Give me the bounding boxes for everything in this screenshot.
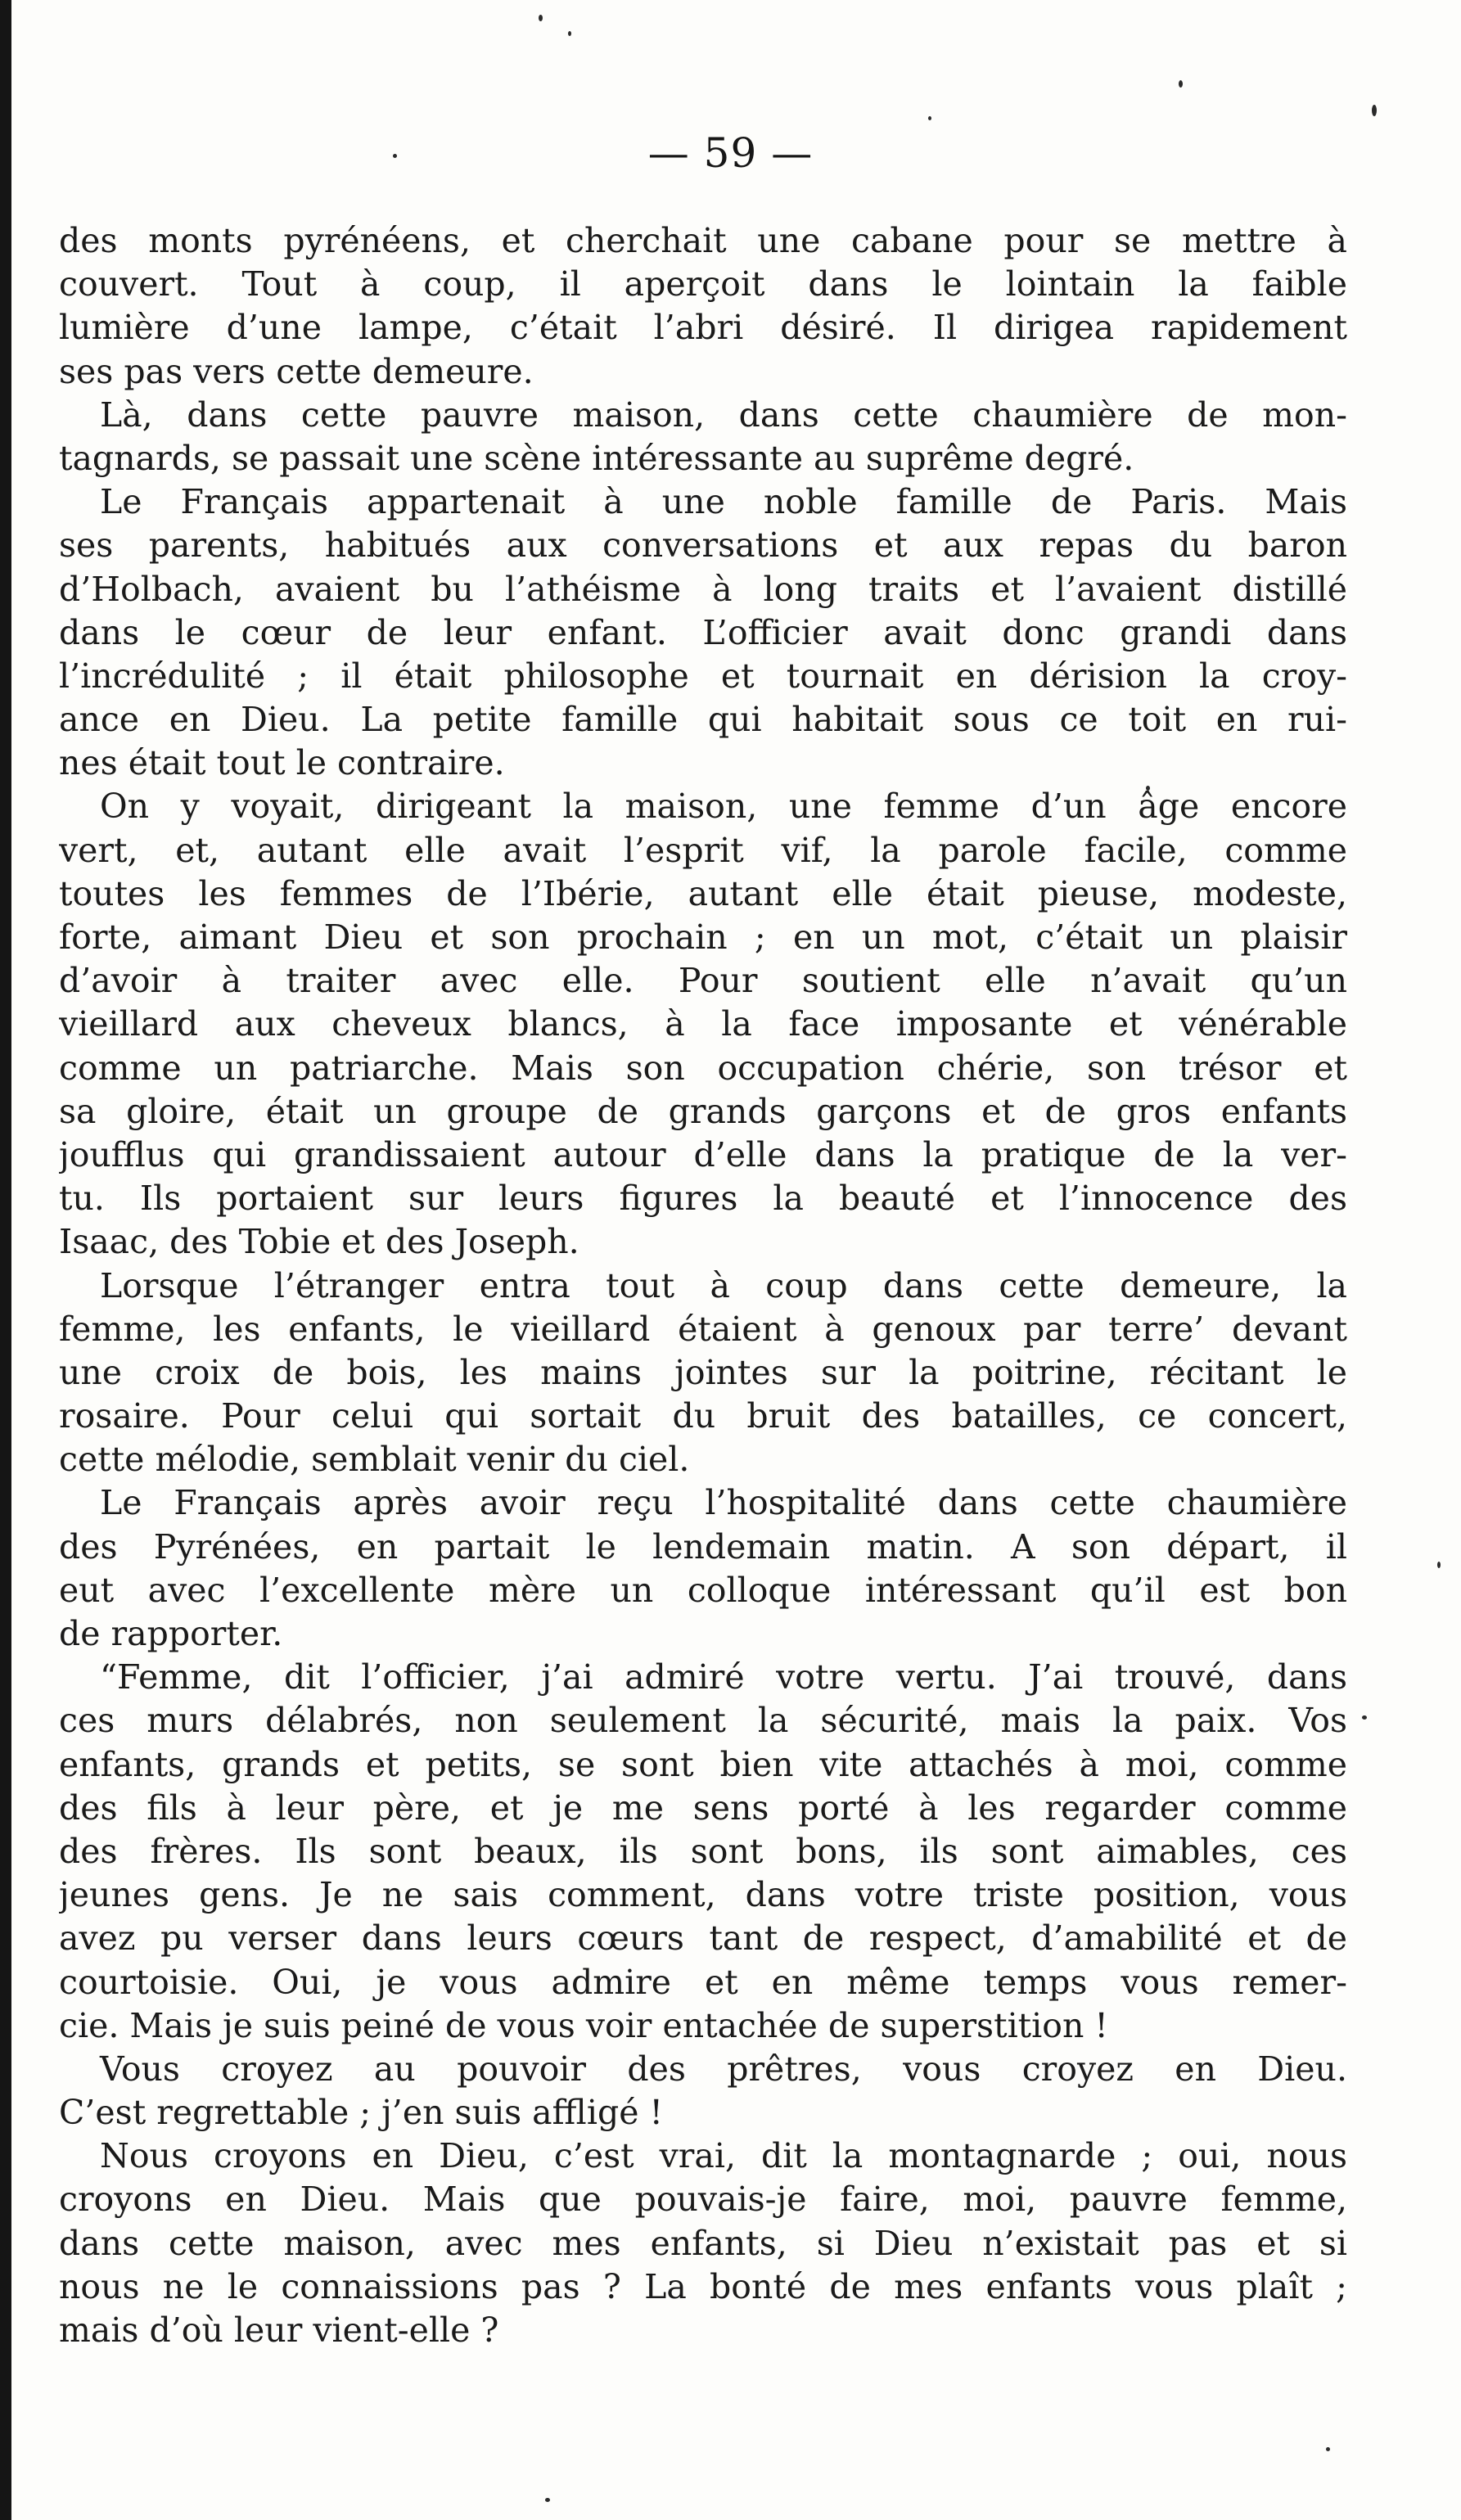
text-line: courtoisie. Oui, je vous admire et en même temps vous remer- [59, 1962, 1347, 2002]
text-line: des Pyrénées, en partait le lendemain matin. A son départ, il [59, 1526, 1347, 1567]
text-line: eut avec l’excellente mère un colloque intéressant qu’il est bon [59, 1570, 1347, 1610]
print-speck [1326, 2447, 1330, 2451]
text-line: Nous croyons en Dieu, c’est vrai, dit la montagnarde ; oui, nous [100, 2136, 1347, 2176]
text-line: enfants, grands et petits, se sont bien vite attachés à moi, comme [59, 1744, 1347, 1784]
text-line: dans le cœur de leur enfant. L’officier avait donc grandi dans [59, 612, 1347, 652]
text-line: forte, aimant Dieu et son prochain ; en un mot, c’était un plaisir [59, 917, 1347, 957]
print-speck [1179, 80, 1183, 88]
text-line: dans cette maison, avec mes enfants, si Dieu n’existait pas et si [59, 2223, 1347, 2263]
text-line: ses pas vers cette demeure. [59, 351, 534, 391]
text-line: C’est regrettable ; j’en suis affligé ! [59, 2093, 663, 2133]
page-edge-shadow [0, 0, 11, 2520]
text-line: de rapporter. [59, 1614, 283, 1653]
print-speck [1372, 105, 1377, 116]
text-line: vert, et, autant elle avait l’esprit vif, la parole facile, comme [59, 830, 1347, 870]
text-line: Lorsque l’étranger entra tout à coup dans cette demeure, la [100, 1265, 1347, 1305]
text-line: nes était tout le contraire. [59, 743, 505, 783]
text-line: tagnards, se passait une scène intéressante au suprême degré. [59, 438, 1134, 478]
text-line: On y voyait, dirigeant la maison, une femme d’un âge encore [100, 787, 1347, 827]
print-speck [928, 116, 931, 120]
text-line: cette mélodie, semblait venir du ciel. [59, 1440, 690, 1480]
text-line: Isaac, des Tobie et des Joseph. [59, 1222, 579, 1262]
text-line: d’avoir à traiter avec elle. Pour soutient elle n’avait qu’un [59, 961, 1347, 1001]
text-line: Vous croyez au pouvoir des prêtres, vous croyez en Dieu. [100, 2049, 1347, 2089]
text-line: d’Holbach, avaient bu l’athéisme à long traits et l’avaient distillé [59, 569, 1347, 609]
text-line: des monts pyrénéens, et cherchait une cabane pour se mettre à [59, 221, 1347, 260]
text-line: sa gloire, était un groupe de grands garçons et de gros enfants [59, 1091, 1347, 1131]
text-line: cie. Mais je suis peiné de vous voir entachée de superstition ! [59, 2005, 1108, 2045]
text-line: avez pu verser dans leurs cœurs tant de respect, d’amabilité et de [59, 1918, 1347, 1959]
text-line: mais d’où leur vient-elle ? [59, 2310, 499, 2350]
text-line: vieillard aux cheveux blancs, à la face imposante et vénérable [59, 1004, 1347, 1044]
text-line: comme un patriarche. Mais son occupation chérie, son trésor et [59, 1048, 1347, 1088]
text-line: ance en Dieu. La petite famille qui habitait sous ce toit en rui- [59, 700, 1347, 740]
text-line: “Femme, dit l’officier, j’ai admiré votre vertu. J’ai trouvé, dans [100, 1657, 1347, 1697]
text-line: joufflus qui grandissaient autour d’elle dans la pratique de la ver- [59, 1134, 1347, 1174]
text-line: Le Français après avoir reçu l’hospitalité dans cette chaumière [100, 1483, 1347, 1523]
print-speck [539, 15, 543, 21]
text-line: couvert. Tout à coup, il aperçoit dans le lointain la faible [59, 264, 1347, 304]
text-line: ses parents, habitués aux conversations et aux repas du baron [59, 525, 1347, 566]
print-speck [545, 2498, 550, 2502]
text-line: toutes les femmes de l’Ibérie, autant elle était pieuse, modeste, [59, 873, 1347, 913]
text-line: des frères. Ils sont beaux, ils sont bons, ils sont aimables, ces [59, 1831, 1347, 1871]
text-line: une croix de bois, les mains jointes sur la poitrine, récitant le [59, 1352, 1347, 1392]
text-line: ces murs délabrés, non seulement la sécurité, mais la paix. Vos [59, 1701, 1347, 1741]
print-speck [1437, 1562, 1441, 1568]
text-line: Là, dans cette pauvre maison, dans cette chaumière de mon- [100, 394, 1347, 435]
text-line: jeunes gens. Je ne sais comment, dans votre triste position, vous [59, 1875, 1347, 1915]
text-line: croyons en Dieu. Mais que pouvais-je faire, moi, pauvre femme, [59, 2180, 1347, 2220]
text-line: femme, les enfants, le vieillard étaient à genoux par terre’ devant [59, 1309, 1347, 1349]
page-number: — 59 — [647, 129, 814, 177]
body-text [59, 219, 1347, 2352]
text-line: Le Français appartenait à une noble famille de Paris. Mais [100, 482, 1347, 522]
text-line: nous ne le connaissions pas ? La bonté de mes enfants vous plaît ; [59, 2266, 1347, 2306]
text-line: tu. Ils portaient sur leurs figures la beauté et l’innocence des [59, 1179, 1347, 1219]
print-speck [1362, 1715, 1367, 1720]
text-line: des fils à leur père, et je me sens porté à les regarder comme [59, 1787, 1347, 1828]
text-line: rosaire. Pour celui qui sortait du bruit des batailles, ce concert, [59, 1396, 1347, 1436]
text-line: l’incrédulité ; il était philosophe et tournait en dérision la croy- [59, 656, 1347, 696]
text-line: lumière d’une lampe, c’était l’abri désiré. Il dirigea rapidement [59, 308, 1347, 348]
print-speck [568, 31, 571, 36]
